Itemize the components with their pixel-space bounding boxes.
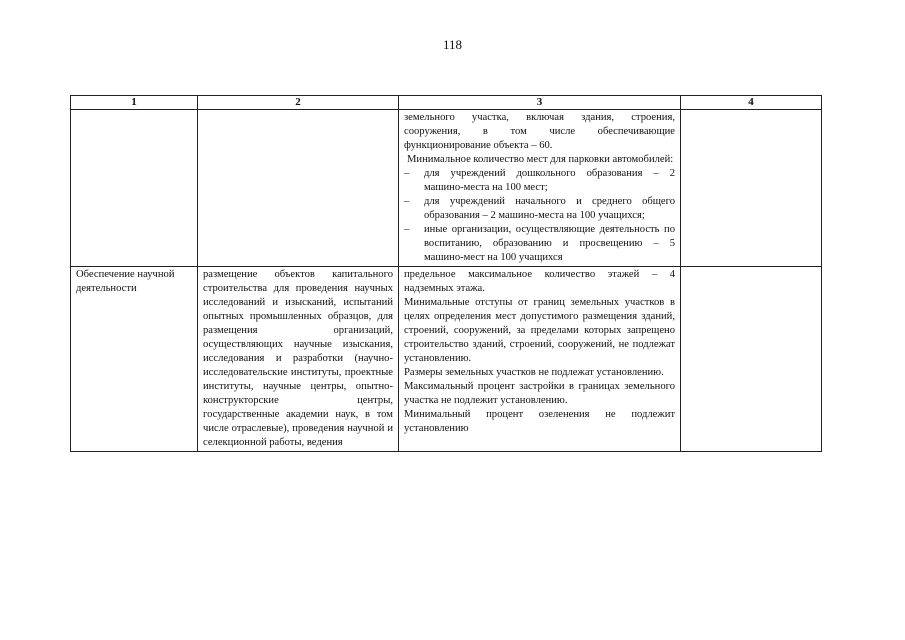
min-greening-text: Минимальный процент озеленения не подлежит установлению (404, 409, 675, 434)
column-header-2: 2 (198, 96, 399, 110)
row2-col4-cell (681, 267, 822, 452)
list-item-text: иные организации, осуществляющие деятельность по воспитанию, образованию и просвещению – 5 машино-мест на 100 учащихся (424, 224, 675, 263)
dash-marker: – (404, 168, 410, 179)
dash-marker: – (404, 224, 410, 235)
row1-col4-cell (681, 110, 822, 267)
max-coverage-text: Максимальный процент застройки в границах земельного участка не подлежит установлению. (404, 381, 675, 406)
list-item-text: для учреждений дошкольного образования – 2 машино-места на 100 мест; (424, 168, 675, 193)
column-header-3: 3 (399, 96, 681, 110)
row1-col2-cell (198, 110, 399, 267)
column-header-4: 4 (681, 96, 822, 110)
min-setbacks-text: Минимальные отступы от границ земельных участков в целях определения мест допустимого размещения зданий, строений, сооружений, за пределами которых запрещено строительство зданий, строений, сооружений, не подлежат установлению. (404, 297, 675, 364)
table-header-row (71, 96, 822, 110)
list-item (404, 223, 675, 265)
parking-requirements-list (404, 167, 675, 265)
table-row (71, 267, 822, 452)
dash-marker: – (404, 196, 410, 207)
plot-size-text: Размеры земельных участков не подлежат установлению. (404, 367, 664, 378)
row1-col3-cell (399, 110, 681, 267)
land-use-description-cell: размещение объектов капитального строительства для проведения научных исследований и изысканий, испытаний опытных промышленных образцов, для размещения организаций, осуществляющих научные изыскания, исследования и разработки (научно-исследовательские институты, проектные институты, научные центры, опытно-конструкторские центры, государственные академии наук, в том числе отраслевые), проведения научной и селекционной работы, ведения (198, 267, 399, 452)
column-header-1: 1 (71, 96, 198, 110)
page-number: 118 (442, 37, 463, 52)
list-item (404, 195, 675, 223)
parking-title-text: Минимальное количество мест для парковки автомобилей: (407, 154, 674, 165)
row2-col3-cell (399, 267, 681, 452)
table-row (71, 110, 822, 267)
list-item-text: для учреждений начального и среднего общего образования – 2 машино-места на 100 учащихся; (424, 196, 675, 221)
list-item (404, 167, 675, 195)
parking-intro-text: земельного участка, включая здания, строения, сооружения, в том числе обеспечивающие функционирование объекта – 60. (404, 112, 675, 151)
max-floors-text: предельное максимальное количество этажей – 4 надземных этажа. (404, 269, 675, 294)
land-use-type-cell: Обеспечение научной деятельности (71, 267, 198, 452)
regulations-table (70, 95, 822, 452)
row1-col1-cell (71, 110, 198, 267)
